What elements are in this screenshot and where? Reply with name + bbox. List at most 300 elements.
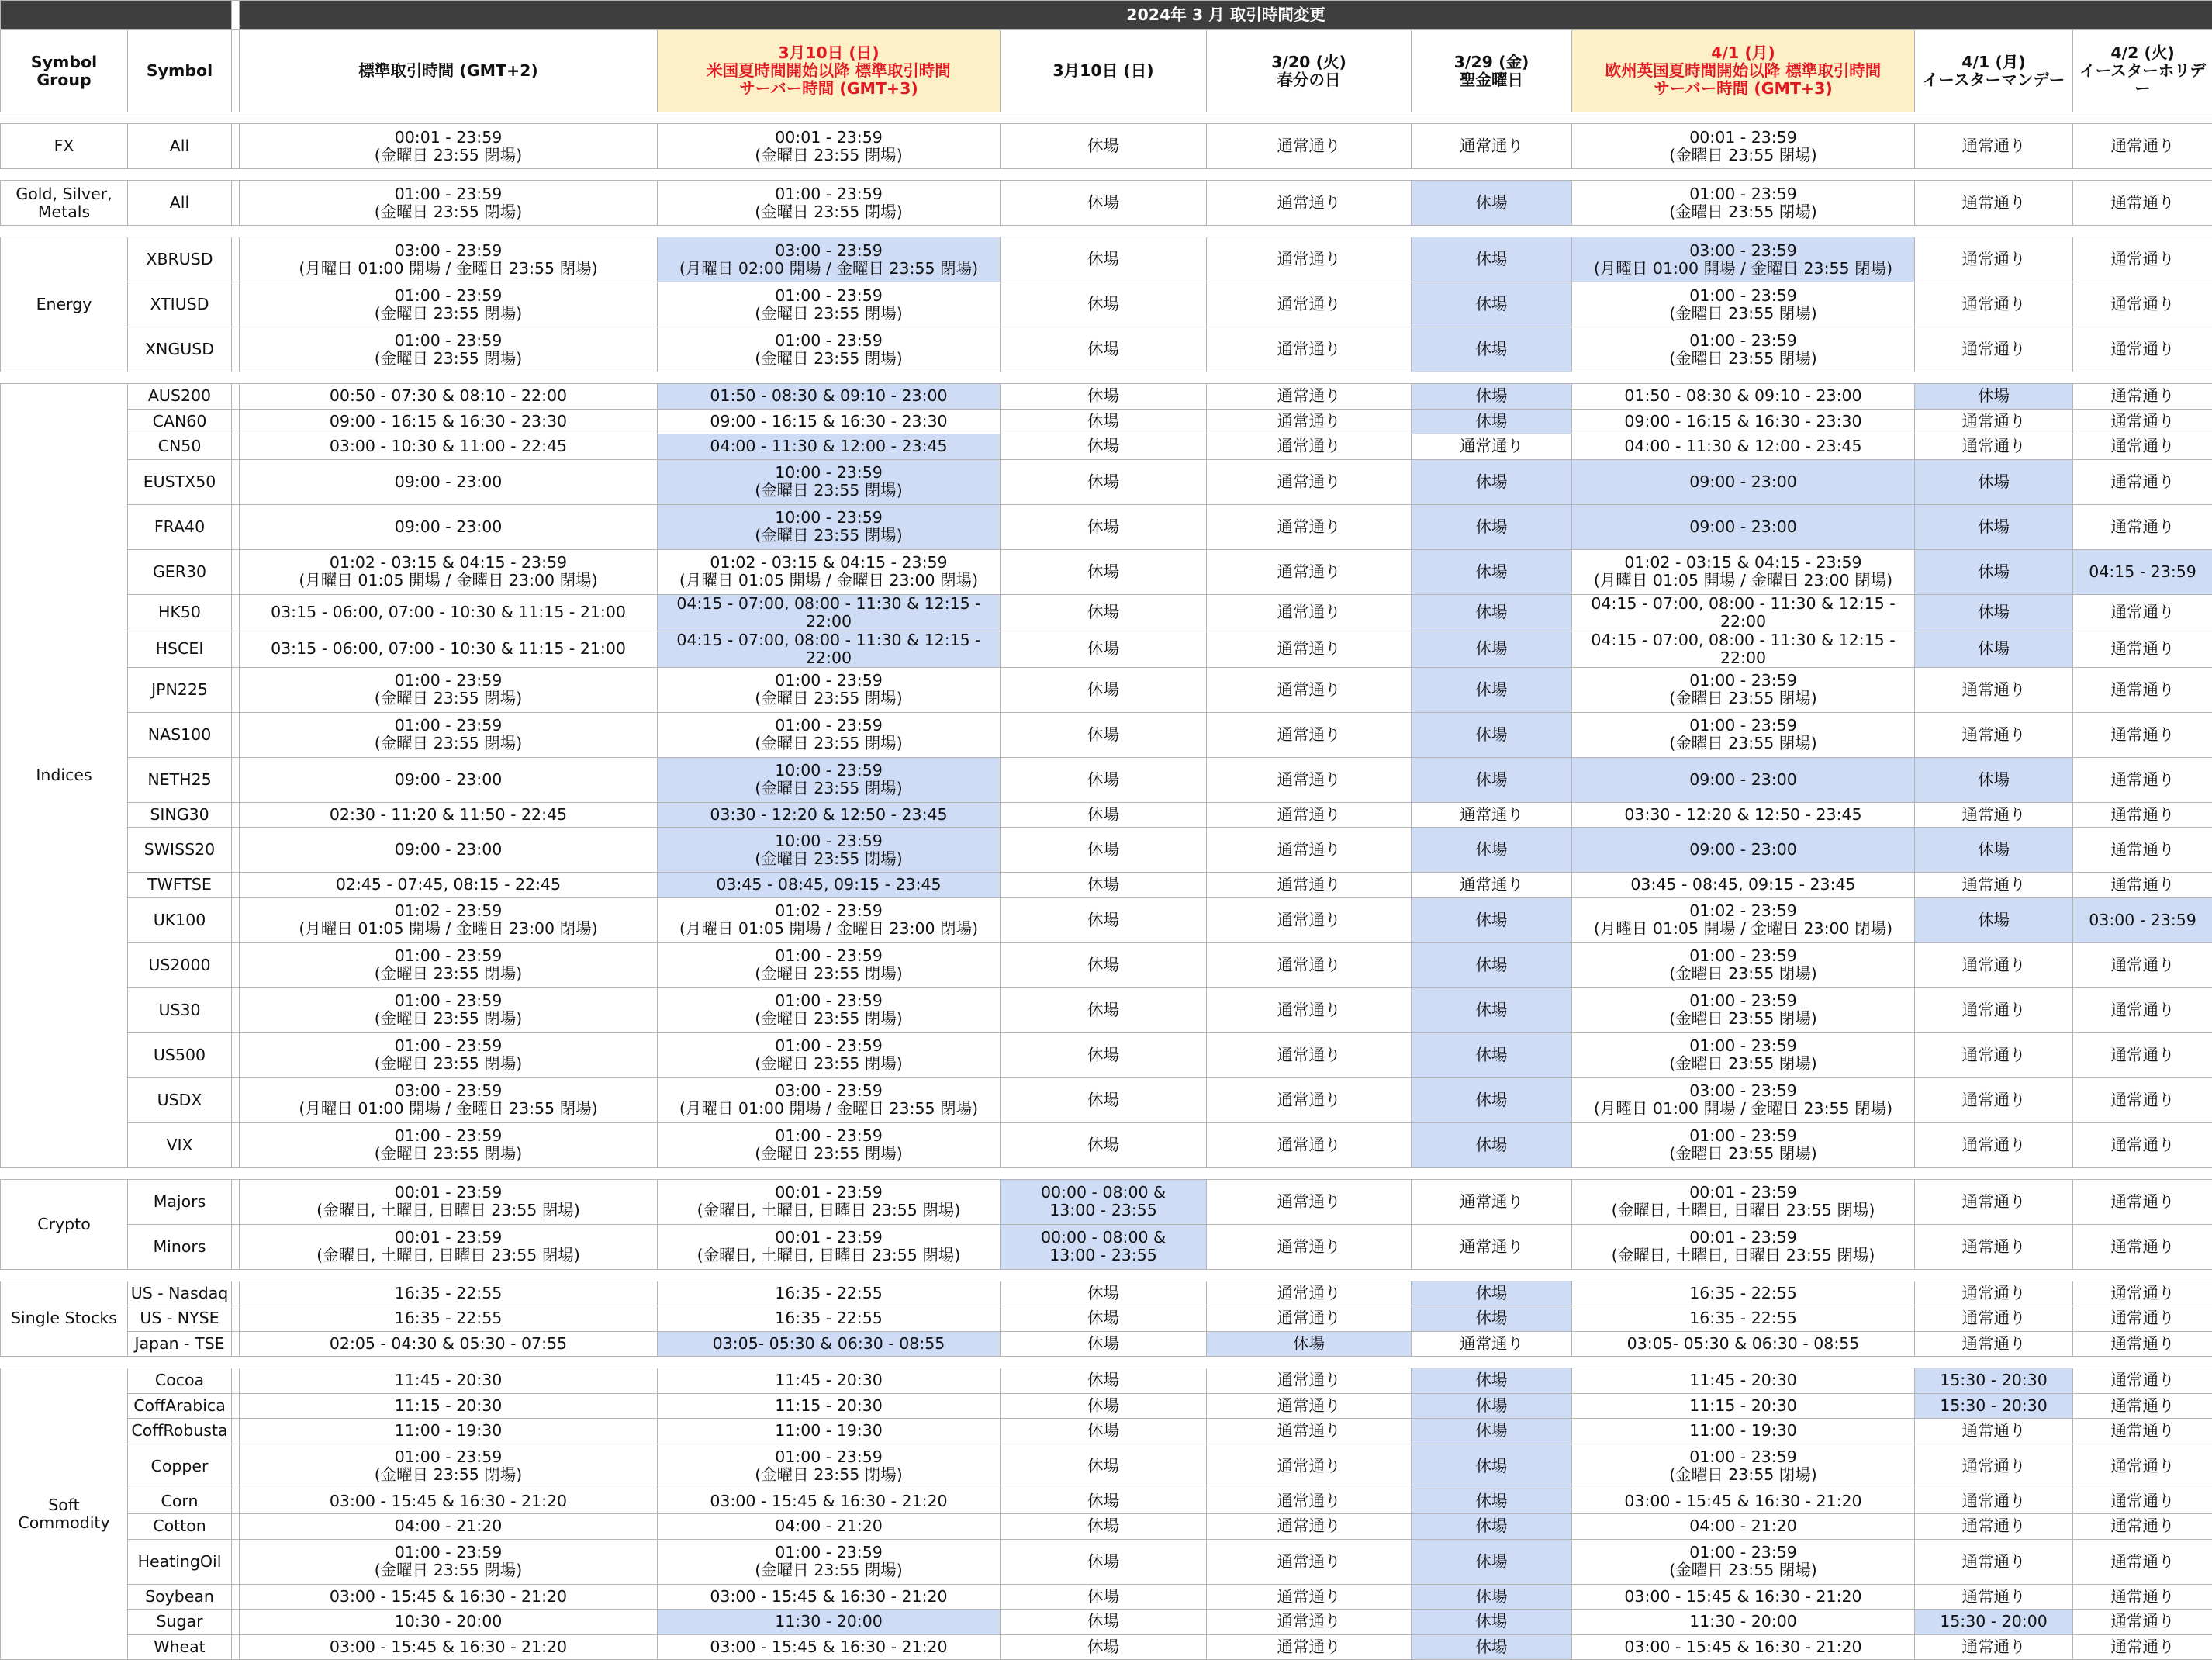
symbol-cell: US - NYSE bbox=[128, 1306, 232, 1332]
schedule-cell: 休場 bbox=[1001, 1634, 1207, 1660]
schedule-cell: 通常通り bbox=[1207, 409, 1412, 434]
schedule-cell: 通常通り bbox=[1207, 1368, 1412, 1394]
schedule-cell: 通常通り bbox=[1207, 1610, 1412, 1635]
schedule-cell: 休場 bbox=[1001, 1514, 1207, 1540]
table-row bbox=[1, 1514, 2212, 1540]
schedule-cell: 休場 bbox=[1001, 1539, 1207, 1584]
schedule-cell: 通常通り bbox=[1412, 1179, 1572, 1224]
schedule-cell: 03:00 - 15:45 & 16:30 - 21:20 bbox=[658, 1634, 1001, 1660]
schedule-cell: 01:00 - 23:59 (金曜日 23:55 閉場) bbox=[240, 327, 658, 372]
schedule-cell: 09:00 - 23:00 bbox=[240, 504, 658, 549]
schedule-cell: 通常通り bbox=[2073, 282, 2212, 327]
table-row bbox=[1, 1610, 2212, 1635]
schedule-cell: 通常通り bbox=[1915, 282, 2073, 327]
gap-cell bbox=[232, 1368, 240, 1394]
column-header: 4/1 (月) 欧州英国夏時間開始以降 標準取引時間 サーバー時間 (GMT+3) bbox=[1572, 30, 1915, 112]
symbol-cell: XTIUSD bbox=[128, 282, 232, 327]
schedule-cell: 09:00 - 16:15 & 16:30 - 23:30 bbox=[658, 409, 1001, 434]
table-row bbox=[1, 1224, 2212, 1269]
schedule-cell: 休場 bbox=[1207, 1331, 1412, 1357]
schedule-cell: 04:00 - 11:30 & 12:00 - 23:45 bbox=[1572, 434, 1915, 460]
schedule-cell: 09:00 - 23:00 bbox=[1572, 828, 1915, 873]
column-header: 3月10日 (日) 米国夏時間開始以降 標準取引時間 サーバー時間 (GMT+3) bbox=[658, 30, 1001, 112]
symbol-cell: JPN225 bbox=[128, 667, 232, 712]
schedule-cell: 通常通り bbox=[1207, 1224, 1412, 1269]
table-row bbox=[1, 549, 2212, 594]
schedule-cell: 10:00 - 23:59 (金曜日 23:55 閉場) bbox=[658, 459, 1001, 504]
schedule-cell: 通常通り bbox=[2073, 594, 2212, 631]
table-row bbox=[1, 1122, 2212, 1167]
symbol-group-cell: Energy bbox=[1, 237, 128, 372]
column-header: 3月10日 (日) bbox=[1001, 30, 1207, 112]
schedule-cell: 休場 bbox=[1001, 1077, 1207, 1122]
schedule-cell: 通常通り bbox=[2073, 181, 2212, 226]
schedule-cell: 通常通り bbox=[1207, 1539, 1412, 1584]
schedule-cell: 通常通り bbox=[2073, 459, 2212, 504]
schedule-cell: 通常通り bbox=[1915, 1584, 2073, 1610]
column-header: 3/29 (金) 聖金曜日 bbox=[1412, 30, 1572, 112]
schedule-cell: 休場 bbox=[1412, 1419, 1572, 1444]
table-row bbox=[1, 873, 2212, 898]
schedule-cell: 01:00 - 23:59 (金曜日 23:55 閉場) bbox=[240, 282, 658, 327]
schedule-cell: 通常通り bbox=[1207, 237, 1412, 282]
schedule-cell: 休場 bbox=[1001, 549, 1207, 594]
schedule-cell: 通常通り bbox=[1915, 1419, 2073, 1444]
schedule-cell: 通常通り bbox=[1207, 631, 1412, 667]
schedule-cell: 11:00 - 19:30 bbox=[1572, 1419, 1915, 1444]
schedule-cell: 通常通り bbox=[2073, 802, 2212, 828]
schedule-cell: 休場 bbox=[1412, 1634, 1572, 1660]
schedule-cell: 09:00 - 23:00 bbox=[240, 828, 658, 873]
schedule-cell: 03:00 - 15:45 & 16:30 - 21:20 bbox=[1572, 1584, 1915, 1610]
schedule-cell: 03:00 - 15:45 & 16:30 - 21:20 bbox=[240, 1584, 658, 1610]
schedule-cell: 通常通り bbox=[2073, 667, 2212, 712]
schedule-cell: 通常通り bbox=[1207, 434, 1412, 460]
symbol-cell: Copper bbox=[128, 1444, 232, 1489]
schedule-cell: 通常通り bbox=[2073, 384, 2212, 410]
schedule-cell: 通常通り bbox=[2073, 434, 2212, 460]
schedule-cell: 通常通り bbox=[1207, 384, 1412, 410]
symbol-group-cell: Soft Commodity bbox=[1, 1368, 128, 1660]
schedule-cell: 09:00 - 16:15 & 16:30 - 23:30 bbox=[240, 409, 658, 434]
table-row bbox=[1, 987, 2212, 1032]
schedule-cell: 16:35 - 22:55 bbox=[240, 1306, 658, 1332]
schedule-cell: 通常通り bbox=[2073, 712, 2212, 757]
schedule-cell: 03:00 - 23:59 (月曜日 01:00 開場 / 金曜日 23:55 閉場) bbox=[1572, 1077, 1915, 1122]
symbol-group-cell: Single Stocks bbox=[1, 1281, 128, 1357]
schedule-cell: 00:01 - 23:59 (金曜日, 土曜日, 日曜日 23:55 閉場) bbox=[658, 1224, 1001, 1269]
schedule-cell: 休場 bbox=[1001, 1032, 1207, 1077]
schedule-cell: 16:35 - 22:55 bbox=[1572, 1281, 1915, 1306]
gap-cell bbox=[232, 459, 240, 504]
symbol-cell: EUSTX50 bbox=[128, 459, 232, 504]
schedule-cell: 11:45 - 20:30 bbox=[1572, 1368, 1915, 1394]
schedule-cell: 01:02 - 03:15 & 04:15 - 23:59 (月曜日 01:05 開場 / 金曜日 23:00 閉場) bbox=[658, 549, 1001, 594]
table-row bbox=[1, 667, 2212, 712]
schedule-cell: 01:00 - 23:59 (金曜日 23:55 閉場) bbox=[658, 1539, 1001, 1584]
table-row bbox=[1, 1539, 2212, 1584]
schedule-cell: 休場 bbox=[1412, 1584, 1572, 1610]
schedule-cell: 通常通り bbox=[2073, 1281, 2212, 1306]
gap-cell bbox=[232, 1224, 240, 1269]
table-row bbox=[1, 1032, 2212, 1077]
schedule-cell: 04:15 - 07:00, 08:00 - 11:30 & 12:15 - 22:00 bbox=[1572, 594, 1915, 631]
schedule-cell: 15:30 - 20:00 bbox=[1915, 1610, 2073, 1635]
table-row bbox=[1, 1393, 2212, 1419]
table-row bbox=[1, 897, 2212, 942]
schedule-cell: 通常通り bbox=[1915, 409, 2073, 434]
symbol-cell: VIX bbox=[128, 1122, 232, 1167]
schedule-cell: 通常通り bbox=[1207, 1514, 1412, 1540]
gap-cell bbox=[232, 1179, 240, 1224]
schedule-cell: 03:00 - 15:45 & 16:30 - 21:20 bbox=[240, 1489, 658, 1514]
separator-cell bbox=[1, 169, 2212, 181]
schedule-cell: 通常通り bbox=[1915, 1331, 2073, 1357]
schedule-cell: 休場 bbox=[1412, 1032, 1572, 1077]
schedule-cell: 04:00 - 11:30 & 12:00 - 23:45 bbox=[658, 434, 1001, 460]
schedule-cell: 通常通り bbox=[1915, 1514, 2073, 1540]
schedule-cell: 通常通り bbox=[1207, 1489, 1412, 1514]
schedule-cell: 01:00 - 23:59 (金曜日 23:55 閉場) bbox=[240, 181, 658, 226]
symbol-cell: Soybean bbox=[128, 1584, 232, 1610]
schedule-cell: 休場 bbox=[1915, 631, 2073, 667]
schedule-cell: 03:00 - 23:59 (月曜日 01:00 開場 / 金曜日 23:55 閉場) bbox=[1572, 237, 1915, 282]
schedule-cell: 休場 bbox=[1412, 942, 1572, 987]
schedule-cell: 03:00 - 23:59 bbox=[2073, 897, 2212, 942]
gap-cell bbox=[232, 124, 240, 169]
gap-cell bbox=[232, 631, 240, 667]
schedule-cell: 休場 bbox=[1412, 327, 1572, 372]
group-separator bbox=[1, 1269, 2212, 1281]
schedule-cell: 03:00 - 15:45 & 16:30 - 21:20 bbox=[240, 1634, 658, 1660]
gap-cell bbox=[232, 757, 240, 802]
table-row bbox=[1, 1179, 2212, 1224]
symbol-cell: Sugar bbox=[128, 1610, 232, 1635]
schedule-cell: 通常通り bbox=[2073, 1331, 2212, 1357]
schedule-cell: 通常通り bbox=[1207, 1077, 1412, 1122]
schedule-cell: 通常通り bbox=[1915, 942, 2073, 987]
schedule-cell: 通常通り bbox=[1915, 1306, 2073, 1332]
schedule-cell: 15:30 - 20:30 bbox=[1915, 1368, 2073, 1394]
schedule-cell: 03:30 - 12:20 & 12:50 - 23:45 bbox=[1572, 802, 1915, 828]
table-row bbox=[1, 712, 2212, 757]
table-row bbox=[1, 802, 2212, 828]
schedule-cell: 通常通り bbox=[2073, 1634, 2212, 1660]
schedule-cell: 通常通り bbox=[2073, 1368, 2212, 1394]
schedule-cell: 09:00 - 23:00 bbox=[240, 459, 658, 504]
schedule-cell: 11:00 - 19:30 bbox=[240, 1419, 658, 1444]
gap-cell bbox=[232, 434, 240, 460]
separator-cell bbox=[1, 1269, 2212, 1281]
symbol-cell: HSCEI bbox=[128, 631, 232, 667]
separator-cell bbox=[1, 112, 2212, 124]
schedule-cell: 01:02 - 03:15 & 04:15 - 23:59 (月曜日 01:05 開場 / 金曜日 23:00 閉場) bbox=[240, 549, 658, 594]
schedule-cell: 通常通り bbox=[2073, 124, 2212, 169]
schedule-cell: 01:00 - 23:59 (金曜日 23:55 閉場) bbox=[1572, 1032, 1915, 1077]
schedule-cell: 通常通り bbox=[2073, 1032, 2212, 1077]
symbol-cell: XNGUSD bbox=[128, 327, 232, 372]
schedule-cell: 通常通り bbox=[1207, 1419, 1412, 1444]
column-header: 4/2 (火) イースターホリデー bbox=[2073, 30, 2212, 112]
schedule-cell: 休場 bbox=[1412, 282, 1572, 327]
schedule-cell: 01:00 - 23:59 (金曜日 23:55 閉場) bbox=[658, 1122, 1001, 1167]
schedule-cell: 09:00 - 23:00 bbox=[1572, 459, 1915, 504]
symbol-cell: FRA40 bbox=[128, 504, 232, 549]
symbol-cell: Minors bbox=[128, 1224, 232, 1269]
schedule-cell: 休場 bbox=[1001, 181, 1207, 226]
schedule-cell: 通常通り bbox=[1915, 1122, 2073, 1167]
schedule-cell: 休場 bbox=[1412, 1393, 1572, 1419]
schedule-cell: 休場 bbox=[1001, 828, 1207, 873]
schedule-cell: 04:15 - 07:00, 08:00 - 11:30 & 12:15 - 22:00 bbox=[658, 594, 1001, 631]
gap-cell bbox=[232, 327, 240, 372]
schedule-cell: 休場 bbox=[1412, 1610, 1572, 1635]
table-row bbox=[1, 504, 2212, 549]
gap-cell bbox=[232, 384, 240, 410]
schedule-cell: 通常通り bbox=[1915, 1032, 2073, 1077]
schedule-cell: 休場 bbox=[1412, 237, 1572, 282]
gap-cell bbox=[232, 942, 240, 987]
symbol-cell: US - Nasdaq bbox=[128, 1281, 232, 1306]
schedule-cell: 休場 bbox=[1412, 828, 1572, 873]
schedule-cell: 通常通り bbox=[1207, 1306, 1412, 1332]
schedule-cell: 04:15 - 07:00, 08:00 - 11:30 & 12:15 - 22:00 bbox=[658, 631, 1001, 667]
schedule-cell: 01:00 - 23:59 (金曜日 23:55 閉場) bbox=[240, 1122, 658, 1167]
schedule-cell: 11:00 - 19:30 bbox=[658, 1419, 1001, 1444]
separator-cell bbox=[1, 1167, 2212, 1179]
symbol-cell: TWFTSE bbox=[128, 873, 232, 898]
schedule-cell: 02:45 - 07:45, 08:15 - 22:45 bbox=[240, 873, 658, 898]
schedule-cell: 通常通り bbox=[1915, 1179, 2073, 1224]
symbol-cell: SING30 bbox=[128, 802, 232, 828]
schedule-cell: 通常通り bbox=[2073, 1489, 2212, 1514]
table-row bbox=[1, 384, 2212, 410]
schedule-cell: 通常通り bbox=[1412, 802, 1572, 828]
schedule-cell: 10:00 - 23:59 (金曜日 23:55 閉場) bbox=[658, 757, 1001, 802]
schedule-cell: 通常通り bbox=[2073, 1539, 2212, 1584]
schedule-cell: 休場 bbox=[1001, 282, 1207, 327]
schedule-cell: 通常通り bbox=[1207, 282, 1412, 327]
table-row bbox=[1, 631, 2212, 667]
schedule-cell: 休場 bbox=[1915, 828, 2073, 873]
schedule-cell: 通常通り bbox=[1915, 987, 2073, 1032]
schedule-cell: 通常通り bbox=[1412, 1224, 1572, 1269]
schedule-cell: 通常通り bbox=[1207, 1584, 1412, 1610]
gap-cell bbox=[232, 282, 240, 327]
schedule-cell: 通常通り bbox=[1915, 1281, 2073, 1306]
gap-cell bbox=[232, 237, 240, 282]
table-row bbox=[1, 459, 2212, 504]
schedule-cell: 通常通り bbox=[2073, 1122, 2212, 1167]
table-row bbox=[1, 282, 2212, 327]
table-row bbox=[1, 942, 2212, 987]
schedule-cell: 03:05- 05:30 & 06:30 - 08:55 bbox=[658, 1331, 1001, 1357]
gap-cell bbox=[232, 409, 240, 434]
gap-cell bbox=[232, 828, 240, 873]
group-separator bbox=[1, 169, 2212, 181]
schedule-cell: 休場 bbox=[1001, 1122, 1207, 1167]
schedule-cell: 休場 bbox=[1001, 1419, 1207, 1444]
schedule-cell: 休場 bbox=[1412, 631, 1572, 667]
schedule-cell: 01:00 - 23:59 (金曜日 23:55 閉場) bbox=[240, 1032, 658, 1077]
schedule-cell: 00:01 - 23:59 (金曜日 23:55 閉場) bbox=[658, 124, 1001, 169]
schedule-cell: 01:00 - 23:59 (金曜日 23:55 閉場) bbox=[658, 712, 1001, 757]
schedule-cell: 16:35 - 22:55 bbox=[658, 1281, 1001, 1306]
schedule-cell: 休場 bbox=[1412, 594, 1572, 631]
gap-cell bbox=[232, 1281, 240, 1306]
schedule-cell: 01:00 - 23:59 (金曜日 23:55 閉場) bbox=[1572, 942, 1915, 987]
schedule-cell: 休場 bbox=[1001, 987, 1207, 1032]
schedule-cell: 通常通り bbox=[1915, 1539, 2073, 1584]
schedule-cell: 通常通り bbox=[2073, 237, 2212, 282]
schedule-cell: 01:00 - 23:59 (金曜日 23:55 閉場) bbox=[1572, 712, 1915, 757]
schedule-cell: 04:00 - 21:20 bbox=[240, 1514, 658, 1540]
schedule-cell: 休場 bbox=[1001, 409, 1207, 434]
schedule-cell: 休場 bbox=[1001, 942, 1207, 987]
table-header bbox=[1, 1, 2212, 112]
table-row bbox=[1, 181, 2212, 226]
schedule-cell: 通常通り bbox=[1915, 873, 2073, 898]
schedule-cell: 通常通り bbox=[2073, 757, 2212, 802]
schedule-cell: 01:02 - 03:15 & 04:15 - 23:59 (月曜日 01:05 開場 / 金曜日 23:00 閉場) bbox=[1572, 549, 1915, 594]
schedule-cell: 通常通り bbox=[2073, 873, 2212, 898]
schedule-cell: 通常通り bbox=[1207, 757, 1412, 802]
symbol-cell: US30 bbox=[128, 987, 232, 1032]
schedule-cell: 休場 bbox=[1001, 802, 1207, 828]
table-row bbox=[1, 237, 2212, 282]
schedule-cell: 01:02 - 23:59 (月曜日 01:05 開場 / 金曜日 23:00 閉場) bbox=[658, 897, 1001, 942]
schedule-cell: 休場 bbox=[1412, 712, 1572, 757]
schedule-cell: 11:30 - 20:00 bbox=[658, 1610, 1001, 1635]
schedule-cell: 01:00 - 23:59 (金曜日 23:55 閉場) bbox=[240, 987, 658, 1032]
schedule-cell: 00:50 - 07:30 & 08:10 - 22:00 bbox=[240, 384, 658, 410]
schedule-cell: 通常通り bbox=[1207, 987, 1412, 1032]
schedule-cell: 通常通り bbox=[2073, 1444, 2212, 1489]
schedule-cell: 通常通り bbox=[2073, 327, 2212, 372]
schedule-cell: 01:02 - 23:59 (月曜日 01:05 開場 / 金曜日 23:00 閉場) bbox=[240, 897, 658, 942]
schedule-cell: 03:45 - 08:45, 09:15 - 23:45 bbox=[1572, 873, 1915, 898]
schedule-cell: 03:00 - 15:45 & 16:30 - 21:20 bbox=[658, 1584, 1001, 1610]
schedule-cell: 通常通り bbox=[2073, 1393, 2212, 1419]
schedule-cell: 休場 bbox=[1412, 667, 1572, 712]
schedule-cell: 通常通り bbox=[1915, 667, 2073, 712]
symbol-group-cell: Indices bbox=[1, 384, 128, 1168]
schedule-cell: 休場 bbox=[1001, 1281, 1207, 1306]
schedule-cell: 通常通り bbox=[1207, 1634, 1412, 1660]
schedule-cell: 00:01 - 23:59 (金曜日, 土曜日, 日曜日 23:55 閉場) bbox=[240, 1179, 658, 1224]
schedule-cell: 10:00 - 23:59 (金曜日 23:55 閉場) bbox=[658, 504, 1001, 549]
gap-cell bbox=[232, 1489, 240, 1514]
schedule-cell: 01:00 - 23:59 (金曜日 23:55 閉場) bbox=[1572, 181, 1915, 226]
schedule-cell: 通常通り bbox=[1915, 1444, 2073, 1489]
table-row bbox=[1, 1077, 2212, 1122]
schedule-cell: 03:45 - 08:45, 09:15 - 23:45 bbox=[658, 873, 1001, 898]
schedule-cell: 休場 bbox=[1412, 504, 1572, 549]
schedule-cell: 09:00 - 23:00 bbox=[240, 757, 658, 802]
schedule-cell: 01:00 - 23:59 (金曜日 23:55 閉場) bbox=[240, 667, 658, 712]
schedule-cell: 11:30 - 20:00 bbox=[1572, 1610, 1915, 1635]
schedule-cell: 休場 bbox=[1001, 712, 1207, 757]
schedule-cell: 通常通り bbox=[1207, 124, 1412, 169]
schedule-cell: 01:00 - 23:59 (金曜日 23:55 閉場) bbox=[658, 181, 1001, 226]
header-gap-cell bbox=[232, 30, 240, 112]
symbol-cell: UK100 bbox=[128, 897, 232, 942]
schedule-cell: 休場 bbox=[1001, 873, 1207, 898]
schedule-cell: 00:00 - 08:00 & 13:00 - 23:55 bbox=[1001, 1179, 1207, 1224]
schedule-cell: 09:00 - 23:00 bbox=[1572, 757, 1915, 802]
column-header: Symbol bbox=[128, 30, 232, 112]
table-row bbox=[1, 124, 2212, 169]
schedule-cell: 休場 bbox=[1412, 757, 1572, 802]
schedule-cell: 01:00 - 23:59 (金曜日 23:55 閉場) bbox=[1572, 1444, 1915, 1489]
schedule-cell: 00:01 - 23:59 (金曜日 23:55 閉場) bbox=[1572, 124, 1915, 169]
table-row bbox=[1, 828, 2212, 873]
schedule-cell: 通常通り bbox=[1207, 1281, 1412, 1306]
schedule-cell: 15:30 - 20:30 bbox=[1915, 1393, 2073, 1419]
schedule-cell: 04:00 - 21:20 bbox=[658, 1514, 1001, 1540]
schedule-cell: 休場 bbox=[1001, 1444, 1207, 1489]
schedule-cell: 通常通り bbox=[2073, 1306, 2212, 1332]
schedule-cell: 04:15 - 23:59 bbox=[2073, 549, 2212, 594]
schedule-cell: 通常通り bbox=[1915, 1489, 2073, 1514]
symbol-group-cell: Gold, Silver, Metals bbox=[1, 181, 128, 226]
group-separator bbox=[1, 1167, 2212, 1179]
schedule-cell: 休場 bbox=[1001, 1584, 1207, 1610]
schedule-cell: 休場 bbox=[1412, 1489, 1572, 1514]
schedule-cell: 01:00 - 23:59 (金曜日 23:55 閉場) bbox=[658, 667, 1001, 712]
symbol-cell: CoffArabica bbox=[128, 1393, 232, 1419]
separator-cell bbox=[1, 226, 2212, 237]
gap-cell bbox=[232, 1444, 240, 1489]
header-gap bbox=[232, 1, 240, 30]
table-row bbox=[1, 1634, 2212, 1660]
symbol-cell: SWISS20 bbox=[128, 828, 232, 873]
schedule-cell: 休場 bbox=[1001, 1368, 1207, 1394]
schedule-cell: 通常通り bbox=[1412, 1331, 1572, 1357]
schedule-cell: 01:50 - 08:30 & 09:10 - 23:00 bbox=[658, 384, 1001, 410]
gap-cell bbox=[232, 1077, 240, 1122]
schedule-cell: 休場 bbox=[1915, 459, 2073, 504]
schedule-cell: 通常通り bbox=[1207, 549, 1412, 594]
schedule-cell: 休場 bbox=[1001, 667, 1207, 712]
gap-cell bbox=[232, 1514, 240, 1540]
schedule-cell: 01:00 - 23:59 (金曜日 23:55 閉場) bbox=[1572, 987, 1915, 1032]
gap-cell bbox=[232, 549, 240, 594]
schedule-cell: 10:00 - 23:59 (金曜日 23:55 閉場) bbox=[658, 828, 1001, 873]
schedule-cell: 03:00 - 10:30 & 11:00 - 22:45 bbox=[240, 434, 658, 460]
schedule-cell: 休場 bbox=[1412, 409, 1572, 434]
schedule-cell: 通常通り bbox=[1207, 897, 1412, 942]
column-header: Symbol Group bbox=[1, 30, 128, 112]
schedule-cell: 01:00 - 23:59 (金曜日 23:55 閉場) bbox=[240, 942, 658, 987]
schedule-cell: 休場 bbox=[1412, 1122, 1572, 1167]
schedule-cell: 通常通り bbox=[1207, 327, 1412, 372]
symbol-cell: Cocoa bbox=[128, 1368, 232, 1394]
table-row bbox=[1, 1306, 2212, 1332]
table-row bbox=[1, 757, 2212, 802]
symbol-cell: CAN60 bbox=[128, 409, 232, 434]
schedule-cell: 通常通り bbox=[1915, 181, 2073, 226]
schedule-cell: 16:35 - 22:55 bbox=[658, 1306, 1001, 1332]
schedule-cell: 通常通り bbox=[1207, 667, 1412, 712]
gap-cell bbox=[232, 1331, 240, 1357]
schedule-cell: 通常通り bbox=[1412, 873, 1572, 898]
gap-cell bbox=[232, 1634, 240, 1660]
gap-cell bbox=[232, 1122, 240, 1167]
schedule-cell: 16:35 - 22:55 bbox=[1572, 1306, 1915, 1332]
separator-cell bbox=[1, 1357, 2212, 1368]
table-row bbox=[1, 1419, 2212, 1444]
